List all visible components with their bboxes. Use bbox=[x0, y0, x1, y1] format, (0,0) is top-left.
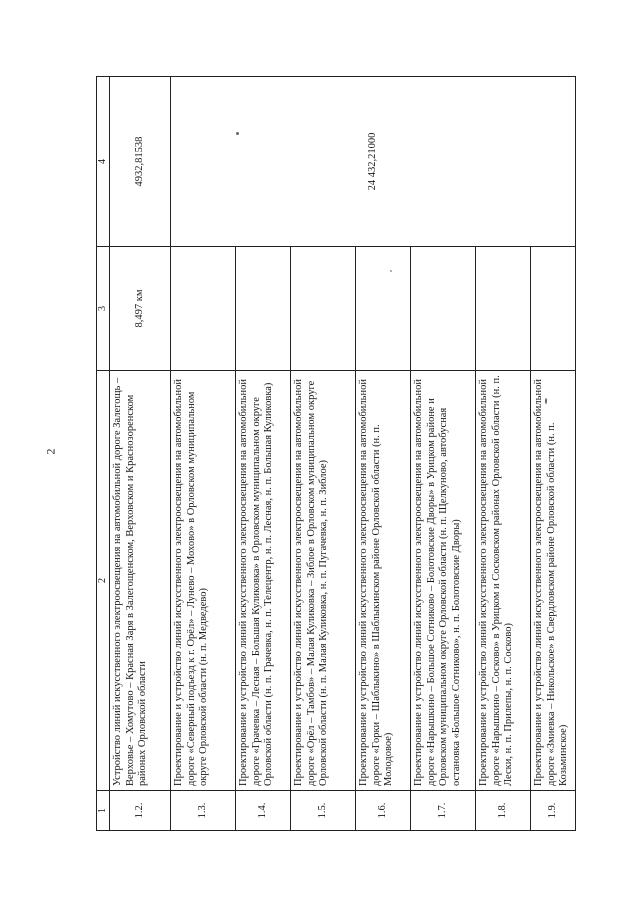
row-length bbox=[236, 247, 291, 371]
row-length bbox=[356, 247, 411, 371]
row-number: 1.4. bbox=[236, 791, 291, 831]
row-number: 1.8. bbox=[476, 791, 531, 831]
row-length: 8,497 км bbox=[110, 247, 171, 371]
row-length bbox=[171, 247, 236, 371]
row-cost: 24 432,21000 bbox=[171, 77, 576, 247]
scan-speck bbox=[390, 270, 392, 272]
row-description: Проектирование и устройство линий искусственного электроосвещения на автомобильной дороге «Северный подъезд к г. Орёл» – Лунево – Мохово» в Орловском муниципальном округе Орловской области (н. п. Медведево) bbox=[171, 371, 236, 791]
scan-speck bbox=[545, 398, 547, 404]
column-header: 4 bbox=[97, 77, 110, 247]
row-number: 1.7. bbox=[411, 791, 476, 831]
table-header-row bbox=[97, 77, 110, 831]
row-length bbox=[411, 247, 476, 371]
row-number: 1.9. bbox=[531, 791, 576, 831]
column-header: 3 bbox=[97, 247, 110, 371]
project-table bbox=[96, 76, 576, 831]
row-length bbox=[531, 247, 576, 371]
row-number: 1.5. bbox=[291, 791, 356, 831]
row-number: 1.2. bbox=[110, 791, 171, 831]
document-page bbox=[96, 77, 570, 831]
row-description: Проектирование и устройство линий искусственного электроосвещения на автомобильной дороге «Нарышкино – Большое Сотниково – Болотовские Дворы» в Урицком районе и Орловском муниципальном округе Орловской области (н. п. Щелкуново, автобусная остановка «Большое Сотниково», н. п. Болотовские Дворы) bbox=[411, 371, 476, 791]
row-description: Проектирование и устройство линий искусственного электроосвещения на автомобильной дороге «Горки – Шаблыкино» в Шаблыкинском районе Орловской области (н. п. Молодовое) bbox=[356, 371, 411, 791]
row-description: Проектирование и устройство линий искусственного электроосвещения на автомобильной дороге «Орёл – Тамбов» – Малая Куликовка – Зиблое в Орловском муниципальном округе Орловской области (н. п. Малая Куликовка, н. п. Пугачевка, н. п. Зиблое) bbox=[291, 371, 356, 791]
row-description: Проектирование и устройство линий искусственного электроосвещения на автомобильной дороге «Змиевка – Никольское» в Свердловском районе Орловской области (н. п. Козьминское) bbox=[531, 371, 576, 791]
row-description: Устройство линий искусственного электроосвещения на автомобильной дороге Залегощь – Верховье – Хомутово – Красная Заря в Залегощенском, Верховском и Краснозоренском районах Орловской области bbox=[110, 371, 171, 791]
row-description: Проектирование и устройство линий искусственного электроосвещения на автомобильной дороге «Грачевка – Лесная – Большая Куликовка» в Орловском муниципальном округе Орловской области (н. п. Грачевка, н. п. Телецентр, н. п. Лесная, н. п. Большая Куликовка) bbox=[236, 371, 291, 791]
row-description: Проектирование и устройство линий искусственного электроосвещения на автомобильной дороге «Нарышкино – Сосково» в Урицком и Сосковском районах Орловской области (н. п. Лески, н. п. Прилепы, н. п. Сосково) bbox=[476, 371, 531, 791]
row-cost: 4932,81538 bbox=[110, 77, 171, 247]
page-number: 2 bbox=[43, 448, 58, 455]
column-header: 2 bbox=[97, 371, 110, 791]
row-number: 1.3. bbox=[171, 791, 236, 831]
table-row bbox=[171, 77, 236, 831]
row-length bbox=[291, 247, 356, 371]
row-number: 1.6. bbox=[356, 791, 411, 831]
table-row bbox=[110, 77, 171, 831]
column-header: 1 bbox=[97, 791, 110, 831]
row-length bbox=[476, 247, 531, 371]
scan-speck bbox=[236, 132, 239, 135]
